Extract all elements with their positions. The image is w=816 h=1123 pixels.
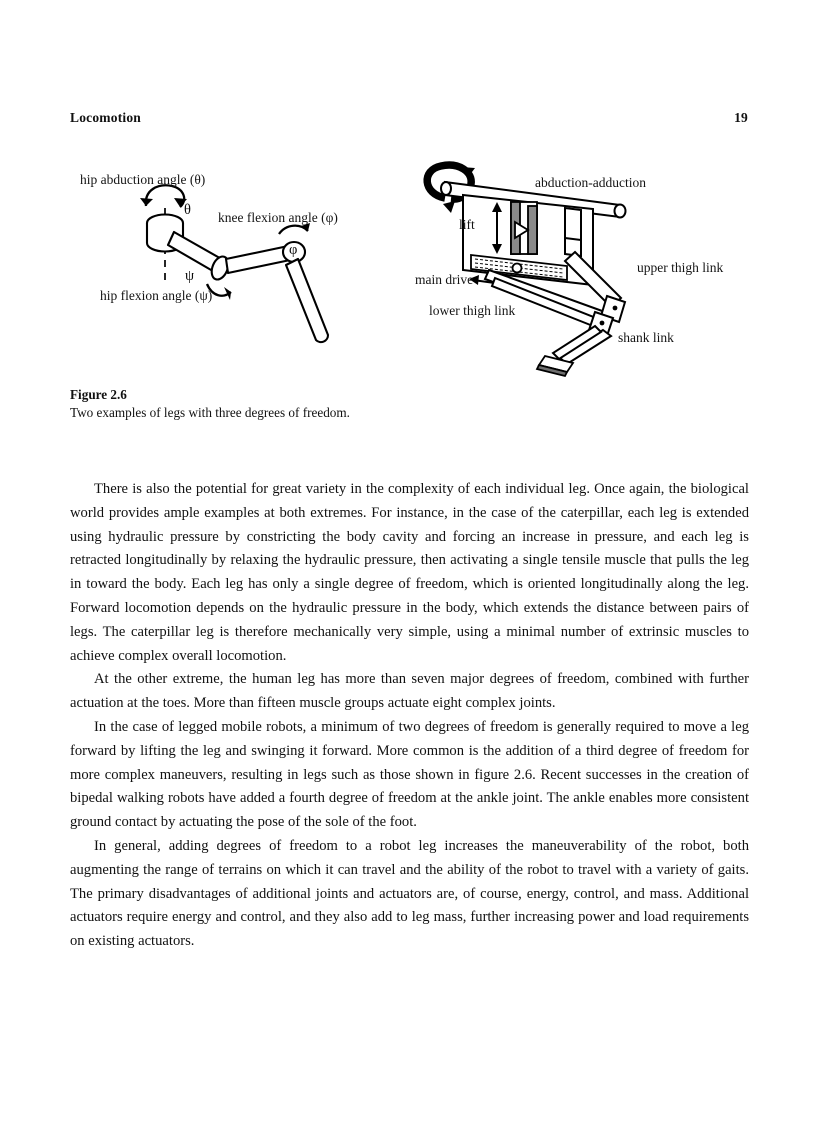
- label-knee-flexion-angle: knee flexion angle (φ): [218, 210, 338, 225]
- label-main-drive: main drive: [415, 272, 474, 287]
- page-number: 19: [734, 110, 748, 125]
- figure-caption-text: Two examples of legs with three degrees of freedom.: [70, 405, 350, 420]
- symbol-phi: φ: [289, 242, 298, 258]
- figure-caption: [70, 386, 760, 422]
- symbol-theta: θ: [184, 202, 191, 218]
- running-head: [70, 110, 748, 126]
- lift-slider-assembly: [511, 202, 537, 254]
- label-hip-abduction-angle: hip abduction angle (θ): [80, 172, 206, 187]
- paragraph-4: In general, adding degrees of freedom to a robot leg increases the maneuverability of the robot, both augmenting the range of terrains on which it can travel and the ability of the robot to travel with a variety of gaits. The primary disadvantages of additional joints and actuators are, of course, energy, control, and mass. Additional actuators require energy and control, and they also add to leg mass, further increasing power and load requirements on existing actuators.: [70, 837, 749, 950]
- running-head-title: Locomotion: [70, 110, 141, 125]
- label-hip-flexion-angle: hip flexion angle (ψ): [100, 288, 213, 303]
- shaft-frame-connector: [565, 208, 581, 256]
- paragraph-1: There is also the potential for great variety in the complexity of each individual leg. Once again, the biological world provides ample examples at both extremes. For instance, in the case of the caterpillar, each leg is extended using hydraulic pressure by constricting the body cavity and forcing an increase in pressure, and each leg is retracted longitudinally by relaxing the hydraulic pressure, then activating a single tensile muscle that pulls the leg in toward the body. Each leg has only a single degree of freedom, which is oriented longitudinally along the leg. Forward locomotion depends on the hydraulic pressure in the body, which extends the distance between pairs of legs. The caterpillar leg is therefore mechanically very simple, using a minimal number of extrinsic muscles to achieve complex overall locomotion.: [70, 481, 749, 664]
- label-abduction-adduction: abduction-adduction: [535, 175, 646, 190]
- psi-arrowhead: [224, 287, 231, 300]
- label-shank-link: shank link: [618, 330, 674, 345]
- label-lower-thigh-link: lower thigh link: [429, 303, 516, 318]
- label-lift: lift: [459, 217, 475, 232]
- body-text: [70, 478, 749, 954]
- shank-link: [553, 326, 611, 364]
- label-upper-thigh-link: upper thigh link: [637, 260, 724, 275]
- figure-caption-title: Figure 2.6: [70, 387, 127, 402]
- three-dof-leg-schematic: [70, 160, 420, 375]
- figure-right-panel: [415, 160, 760, 375]
- paragraph-3: In the case of legged mobile robots, a minimum of two degrees of freedom is generally required to move a leg forward by lifting the leg and swinging it forward. More common is the addition of a third degree of freedom for more complex maneuvers, resulting in legs such as those shown in figure 2.6. Recent successes in the creation of bipedal walking robots have added a fourth degree of freedom at the ankle joint. The ankle enables more consistent ground contact by actuating the pose of the sole of the foot.: [70, 718, 749, 831]
- paragraph-2: At the other extreme, the human leg has more than seven major degrees of freedom, combined with further actuation at the toes. More than fifteen muscle groups actuate eight complex joints.: [70, 671, 749, 712]
- figure-left-panel: [70, 160, 420, 375]
- theta-arrowhead-left: [140, 198, 153, 206]
- figure-2-6: [70, 160, 760, 375]
- shank-link: [286, 259, 328, 342]
- symbol-psi: ψ: [185, 268, 195, 284]
